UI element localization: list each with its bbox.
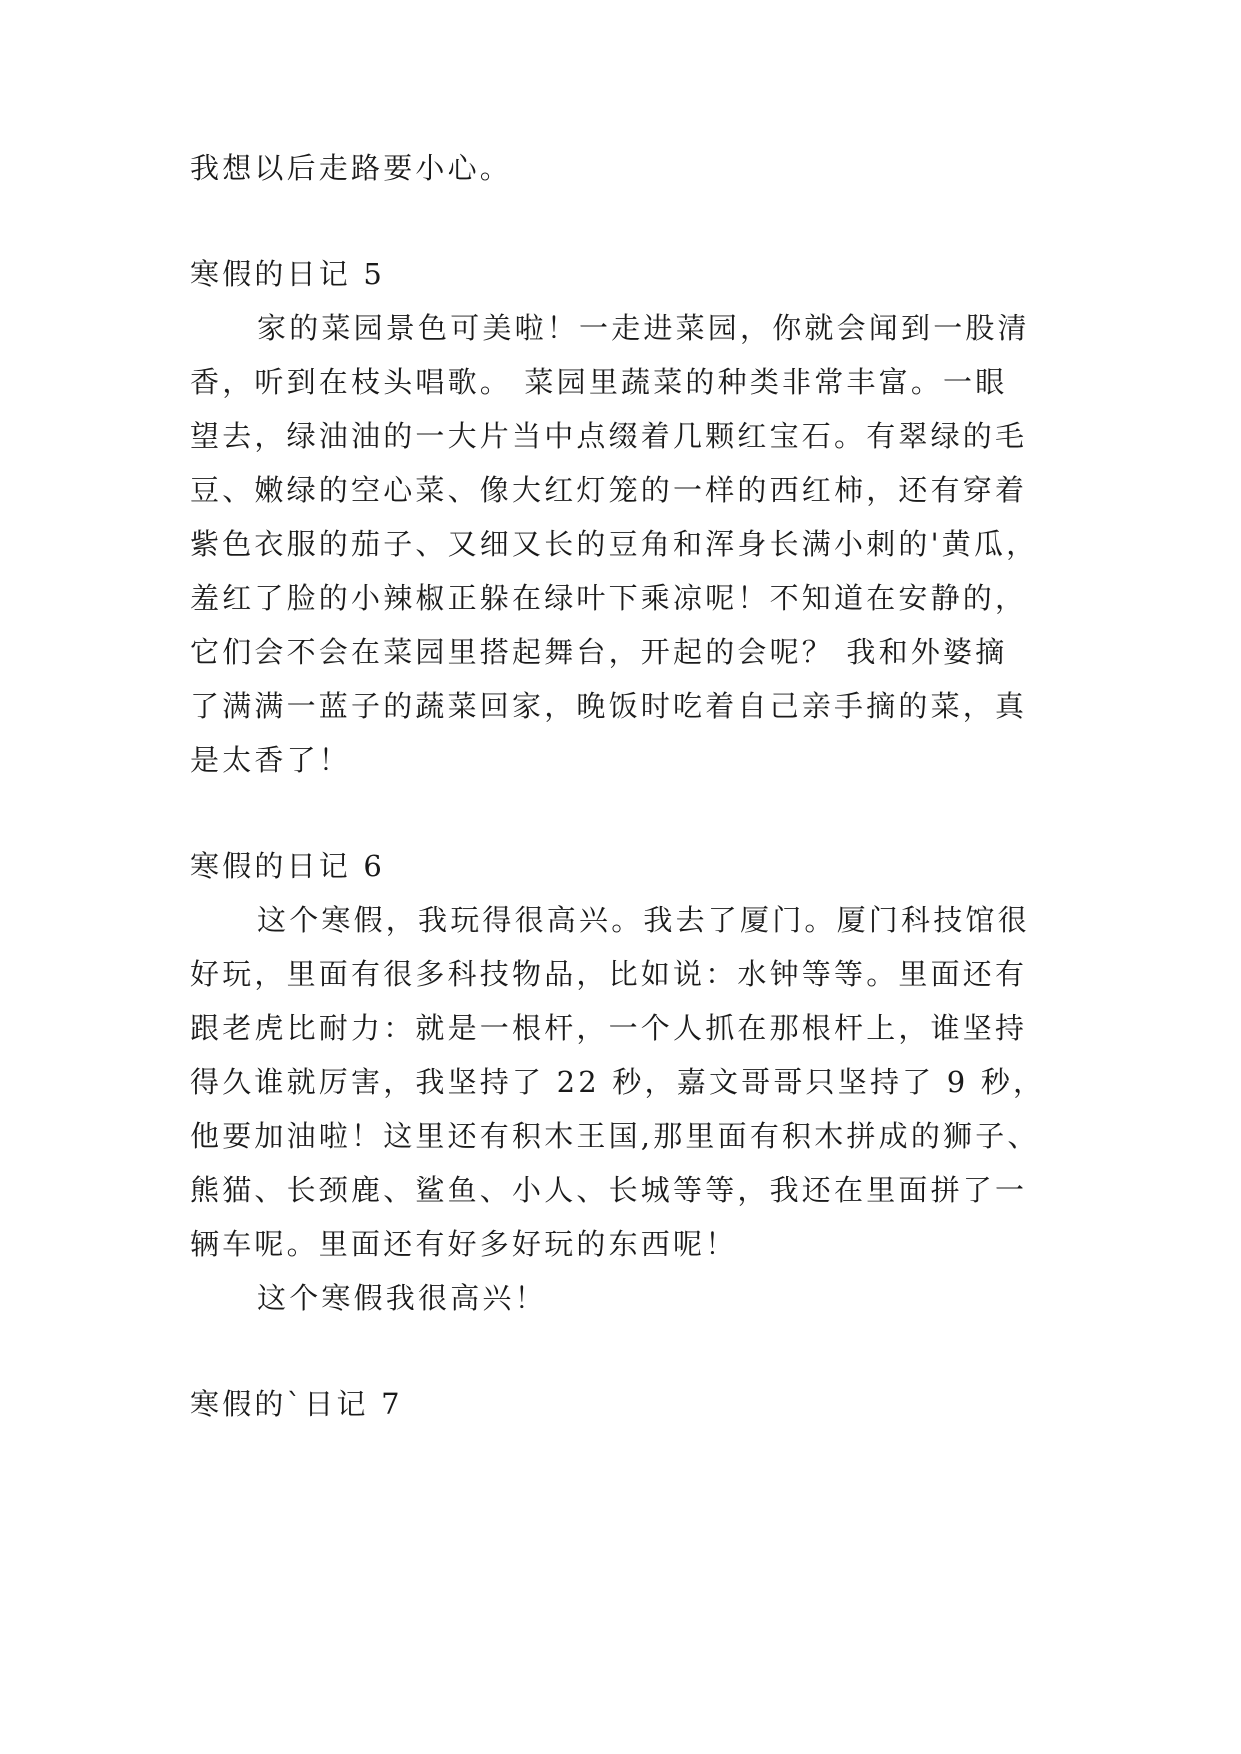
paragraph-line: 家的菜园景色可美啦！一走进菜园，你就会闻到一股清: [257, 311, 1030, 345]
paragraph-line: 了满满一蓝子的蔬菜回家，晚饭时吃着自己亲手摘的菜，真: [190, 689, 1028, 723]
paragraph-line: 辆车呢。里面还有好多好玩的东西呢！: [190, 1227, 738, 1261]
paragraph-line: 它们会不会在菜园里搭起舞台，开起的会呢？ 我和外婆摘: [190, 635, 1008, 669]
paragraph-line: 是太香了！: [190, 743, 352, 777]
paragraph-line: 熊猫、长颈鹿、鲨鱼、小人、长城等等，我还在里面拼了一: [190, 1173, 1028, 1207]
paragraph-line: 紫色衣服的茄子、又细又长的豆角和浑身长满小刺的'黄瓜，: [190, 527, 1039, 561]
entry-title: 寒假的日记 5: [190, 257, 386, 291]
paragraph-line: 豆、嫩绿的空心菜、像大红灯笼的一样的西红柿，还有穿着: [190, 473, 1028, 507]
paragraph-line: 跟老虎比耐力：就是一根杆，一个人抓在那根杆上，谁坚持: [190, 1011, 1028, 1045]
entry-title: 寒假的`日记 7: [190, 1387, 403, 1421]
paragraph-line: 羞红了脸的小辣椒正躲在绿叶下乘凉呢！不知道在安静的，: [190, 581, 1028, 615]
paragraph-line: 这个寒假，我玩得很高兴。我去了厦门。厦门科技馆很: [257, 903, 1030, 937]
opening-line: 我想以后走路要小心。: [190, 151, 513, 185]
paragraph-line: 望去，绿油油的一大片当中点缀着几颗红宝石。有翠绿的毛: [190, 419, 1028, 453]
paragraph-line: 好玩，里面有很多科技物品，比如说：水钟等等。里面还有: [190, 957, 1028, 991]
paragraph-line: 这个寒假我很高兴！: [257, 1281, 547, 1315]
paragraph-line: 他要加油啦！这里还有积木王国,那里面有积木拼成的狮子、: [190, 1119, 1040, 1153]
paragraph-line: 香，听到在枝头唱歌。 菜园里蔬菜的种类非常丰富。一眼: [190, 365, 1008, 399]
paragraph-line: 得久谁就厉害，我坚持了 22 秒，嘉文哥哥只坚持了 9 秒，: [190, 1065, 1046, 1099]
entry-title: 寒假的日记 6: [190, 849, 386, 883]
